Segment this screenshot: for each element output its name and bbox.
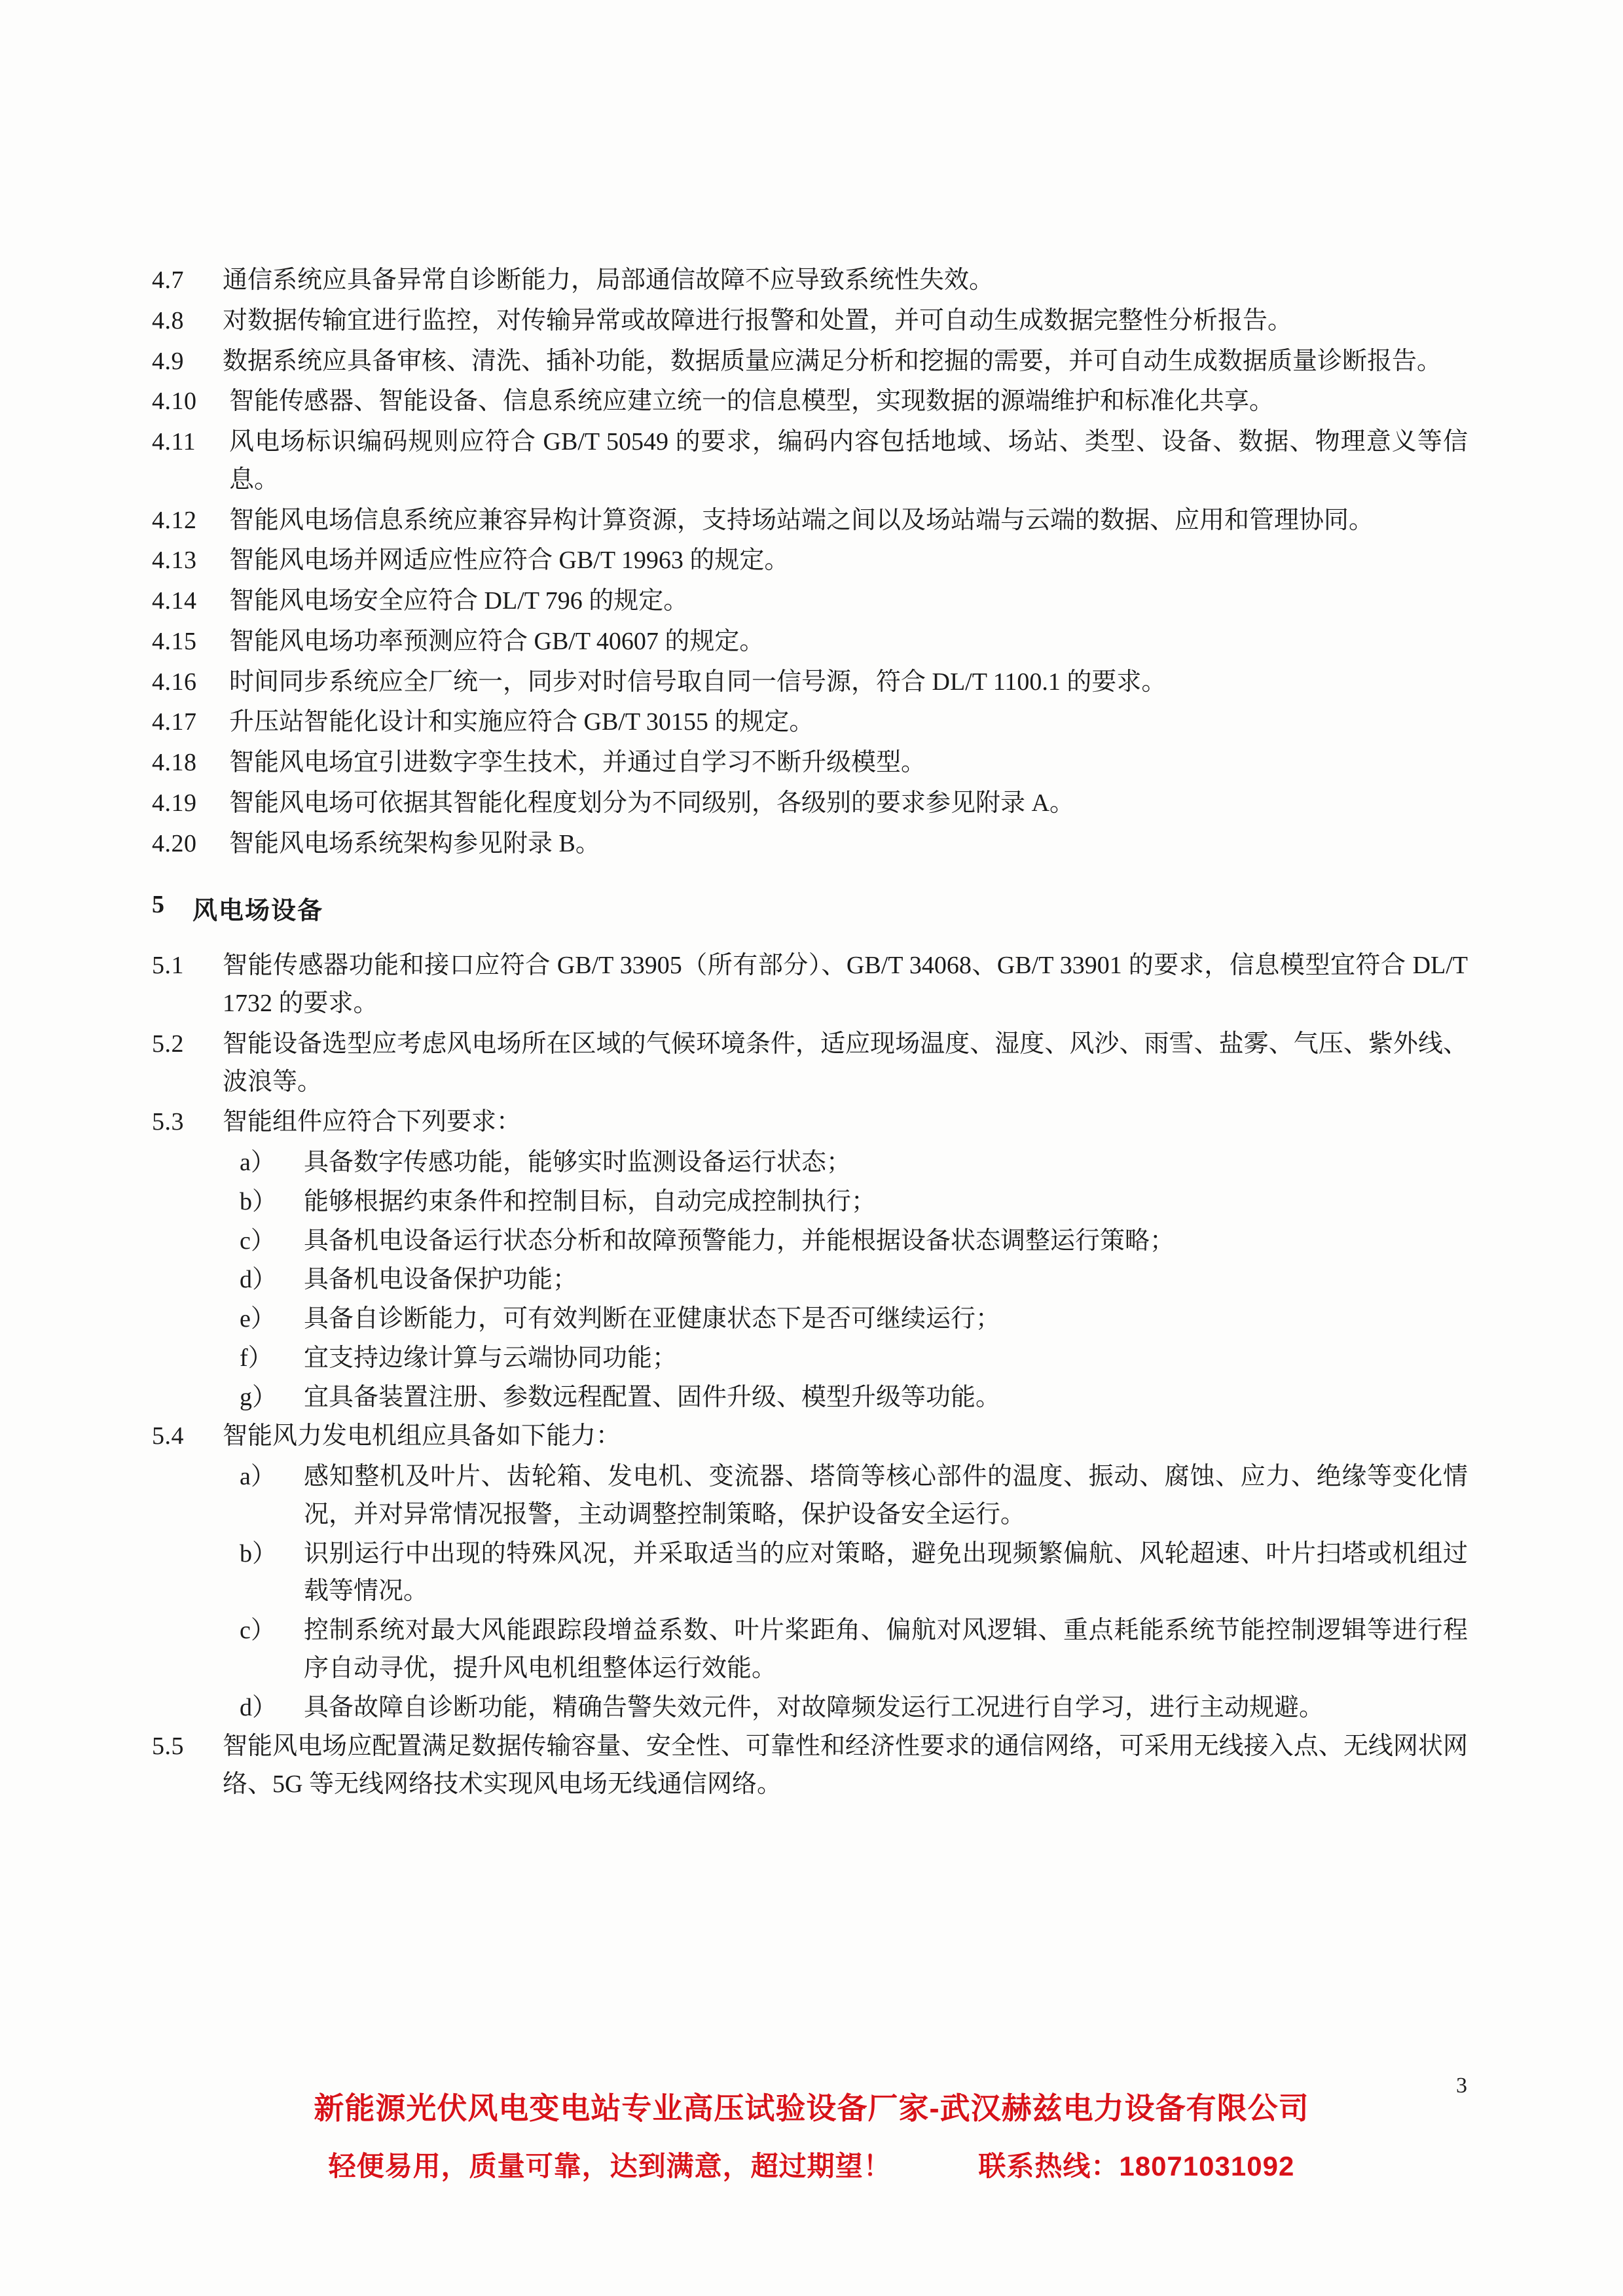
clause-4-20	[152, 825, 1468, 863]
list-item-label: a）	[240, 1463, 276, 1490]
clause-5-4	[152, 1418, 1468, 1456]
clause-number: 4.8	[152, 306, 184, 334]
clause-4-8	[152, 302, 1468, 340]
list-item	[230, 1144, 1468, 1182]
section-number: 5	[152, 891, 164, 919]
list-item	[230, 1300, 1468, 1338]
clause-4-15	[152, 623, 1468, 661]
clause-number: 5.3	[152, 1108, 184, 1136]
clause-text: 通信系统应具备异常自诊断能力，局部通信故障不应导致系统性失效。	[223, 266, 994, 294]
list-item-text: 具备机电设备保护功能；	[304, 1266, 578, 1294]
clause-4-11	[152, 423, 1468, 499]
clause-text: 智能风电场可依据其智能化程度划分为不同级别，各级别的要求参见附录 A。	[229, 789, 1074, 817]
clause-4-7	[152, 262, 1468, 300]
clause-text: 智能风电场安全应符合 DL/T 796 的规定。	[229, 587, 689, 615]
clause-4-10	[152, 383, 1468, 421]
clause-text: 智能风电场系统架构参见附录 B。	[229, 829, 600, 857]
section-heading-5	[152, 890, 1468, 926]
list-item-label: d）	[240, 1266, 278, 1294]
footer-slogan-line	[0, 2145, 1623, 2184]
footer-advert	[0, 2085, 1623, 2184]
list-item-text: 具备数字传感功能，能够实时监测设备运行状态；	[304, 1149, 852, 1176]
list-item-label: c）	[240, 1227, 276, 1255]
clause-text: 智能组件应符合下列要求：	[223, 1108, 522, 1136]
list-item-label: b）	[240, 1539, 278, 1568]
clause-4-17	[152, 704, 1468, 742]
list-item-text: 宜支持边缘计算与云端协同功能；	[304, 1344, 678, 1372]
list-item	[230, 1183, 1468, 1221]
clause-number: 4.16	[152, 668, 197, 696]
list-item	[230, 1223, 1468, 1261]
clause-text: 智能风电场信息系统应兼容异构计算资源，支持场站端之间以及场站端与云端的数据、应用和管理协同。	[229, 506, 1374, 534]
footer-hotline: 联系热线：18071031092	[978, 2151, 1295, 2181]
clause-text: 智能传感器功能和接口应符合 GB/T 33905（所有部分）、GB/T 34068、GB/T 33901 的要求，信息模型宜符合 DL/T 1732 的要求。	[223, 952, 1468, 1017]
clause-number: 4.10	[152, 387, 197, 416]
footer-slogan: 轻便易用，质量可靠，达到满意，超过期望！	[328, 2151, 892, 2181]
clause-5-5	[152, 1728, 1468, 1804]
section-title: 风电场设备	[192, 897, 324, 925]
list-item-label: e）	[240, 1305, 276, 1333]
clause-number: 4.9	[152, 347, 184, 375]
clause-number: 4.18	[152, 749, 197, 776]
clause-text: 智能风力发电机组应具备如下能力：	[223, 1422, 621, 1450]
list-item-label: f）	[240, 1344, 273, 1372]
list-item-label: c）	[240, 1617, 276, 1644]
list-item	[230, 1340, 1468, 1378]
footer-company-line: 新能源光伏风电变电站专业高压试验设备厂家-武汉赫兹电力设备有限公司	[314, 2091, 1309, 2125]
clause-text: 风电场标识编码规则应符合 GB/T 50549 的要求，编码内容包括地域、场站、类型、设备、数据、物理意义等信息。	[229, 428, 1468, 493]
list-item-label: b）	[240, 1187, 278, 1215]
clause-text: 智能风电场并网适应性应符合 GB/T 19963 的规定。	[229, 547, 790, 575]
clause-number: 4.14	[152, 587, 197, 615]
page-number: 3	[1456, 2073, 1467, 2098]
list-item-label: a）	[240, 1149, 276, 1176]
clause-4-13	[152, 542, 1468, 580]
list-item-label: d）	[240, 1693, 278, 1721]
list-item	[230, 1689, 1468, 1727]
list-item-text: 具备故障自诊断功能，精确告警失效元件，对故障频发运行工况进行自学习，进行主动规避。	[304, 1693, 1324, 1721]
clause-text: 智能风电场宜引进数字孪生技术，并通过自学习不断升级模型。	[229, 749, 926, 776]
clause-number: 4.11	[152, 428, 196, 456]
clause-text: 时间同步系统应全厂统一，同步对时信号取自同一信号源，符合 DL/T 1100.1 的要求。	[229, 668, 1167, 696]
clause-number: 4.12	[152, 506, 197, 534]
clause-text: 智能设备选型应考虑风电场所在区域的气候环境条件，适应现场温度、湿度、风沙、雨雪、盐雾、气压、紫外线、波浪等。	[223, 1030, 1468, 1096]
clause-text: 智能传感器、智能设备、信息系统应建立统一的信息模型，实现数据的源端维护和标准化共享。	[229, 387, 1275, 416]
clause-number: 5.5	[152, 1732, 184, 1761]
clause-number: 4.15	[152, 627, 197, 655]
list-item-text: 能够根据约束条件和控制目标，自动完成控制执行；	[304, 1187, 877, 1215]
clause-text: 智能风电场功率预测应符合 GB/T 40607 的规定。	[229, 627, 765, 655]
clause-number: 4.17	[152, 708, 197, 736]
clause-4-9	[152, 343, 1468, 381]
list-item-text: 识别运行中出现的特殊风况，并采取适当的应对策略，避免出现频繁偏航、风轮超速、叶片扫塔或机组过载等情况。	[304, 1539, 1468, 1605]
list-item-text: 感知整机及叶片、齿轮箱、发电机、变流器、塔筒等核心部件的温度、振动、腐蚀、应力、绝缘等变化情况，并对异常情况报警，主动调整控制策略，保护设备安全运行。	[304, 1463, 1468, 1528]
clause-4-12	[152, 502, 1468, 540]
clause-number: 5.4	[152, 1422, 184, 1450]
clause-number: 4.20	[152, 829, 197, 857]
list-item-label: g）	[240, 1383, 278, 1411]
clause-text: 对数据传输宜进行监控，对传输异常或故障进行报警和处置，并可自动生成数据完整性分析报告。	[223, 306, 1293, 334]
clause-5-3	[152, 1103, 1468, 1141]
list-item	[230, 1261, 1468, 1299]
clause-number: 4.19	[152, 789, 197, 817]
clause-5-1	[152, 947, 1468, 1023]
clause-4-18	[152, 744, 1468, 782]
list-item-text: 控制系统对最大风能跟踪段增益系数、叶片桨距角、偏航对风逻辑、重点耗能系统节能控制逻辑等进行程序自动寻优，提升风电机组整体运行效能。	[304, 1617, 1468, 1682]
clause-text: 升压站智能化设计和实施应符合 GB/T 30155 的规定。	[229, 708, 814, 736]
list-item	[230, 1379, 1468, 1417]
clause-4-16	[152, 664, 1468, 702]
list-item	[230, 1535, 1468, 1611]
clause-number: 5.2	[152, 1030, 184, 1058]
clause-number: 5.1	[152, 952, 184, 980]
clause-4-14	[152, 583, 1468, 620]
list-item	[230, 1458, 1468, 1534]
clause-number: 4.13	[152, 547, 197, 575]
clause-text: 智能风电场应配置满足数据传输容量、安全性、可靠性和经济性要求的通信网络，可采用无线接入点、无线网状网络、5G 等无线网络技术实现风电场无线通信网络。	[223, 1732, 1468, 1798]
clause-5-2	[152, 1026, 1468, 1102]
clause-text: 数据系统应具备审核、清洗、插补功能，数据质量应满足分析和挖掘的需要，并可自动生成数据质量诊断报告。	[223, 347, 1442, 375]
document-content	[152, 262, 1468, 1806]
list-item-text: 宜具备装置注册、参数远程配置、固件升级、模型升级等功能。	[304, 1383, 1001, 1411]
list-item-text: 具备自诊断能力，可有效判断在亚健康状态下是否可继续运行；	[304, 1305, 1001, 1333]
list-item	[230, 1612, 1468, 1688]
clause-4-19	[152, 785, 1468, 823]
clause-number: 4.7	[152, 266, 184, 294]
list-item-text: 具备机电设备运行状态分析和故障预警能力，并能根据设备状态调整运行策略；	[304, 1227, 1175, 1255]
